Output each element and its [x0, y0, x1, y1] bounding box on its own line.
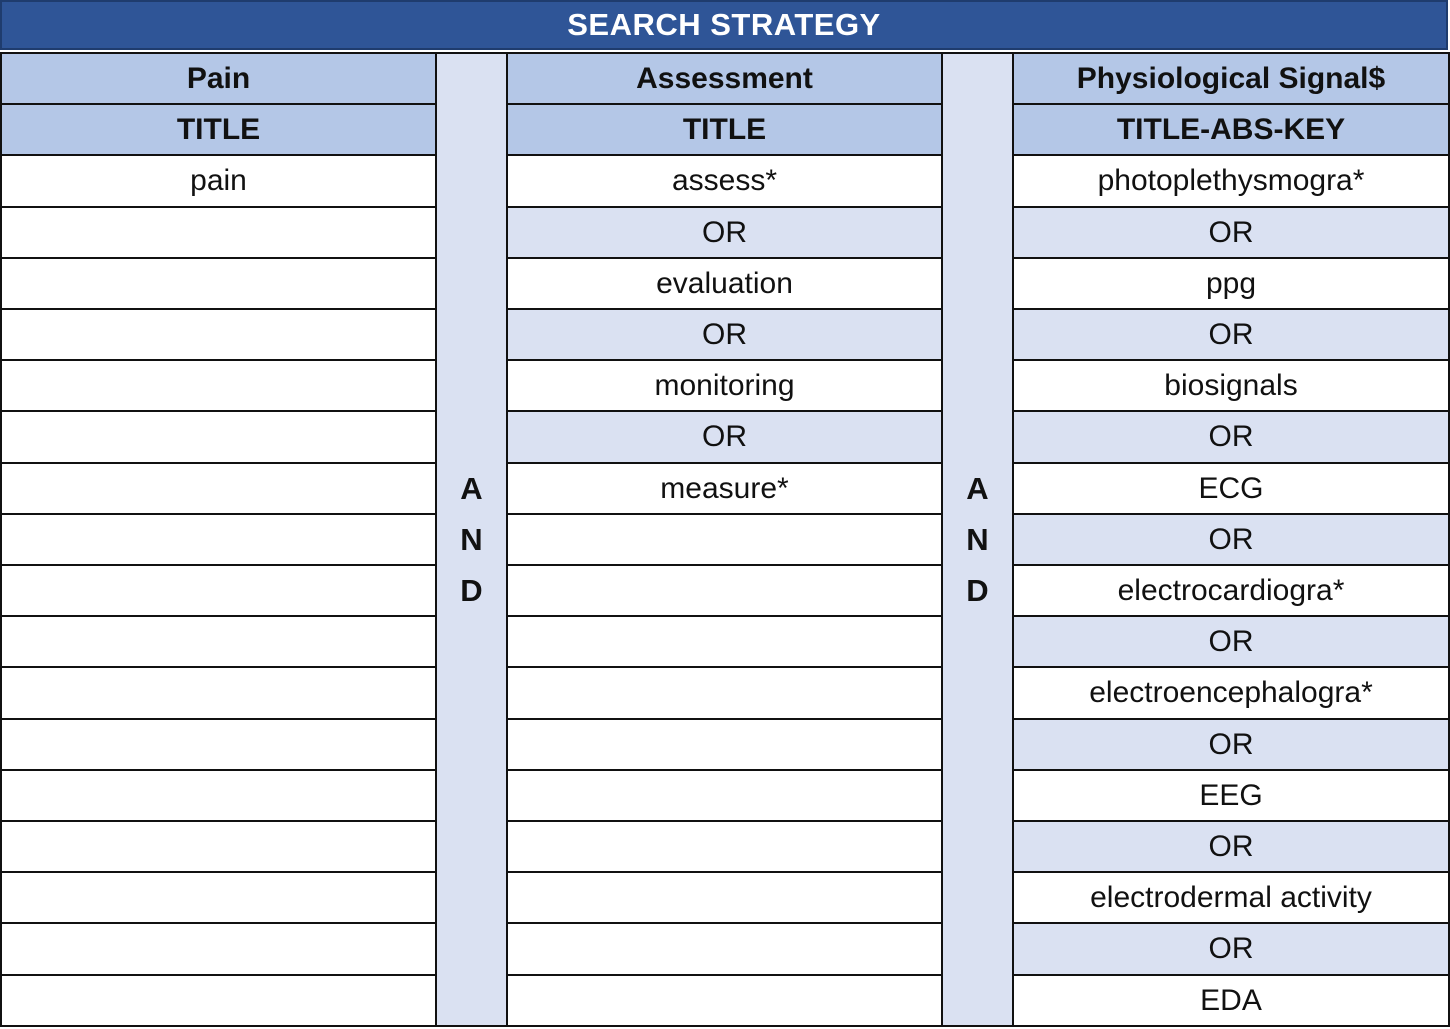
or-operator: OR	[1012, 615, 1450, 668]
table-title: SEARCH STRATEGY	[0, 0, 1448, 50]
empty-cell	[0, 257, 437, 310]
empty-cell	[506, 769, 943, 822]
empty-cell	[506, 922, 943, 976]
empty-cell	[0, 820, 437, 873]
empty-cell	[506, 513, 943, 566]
empty-cell	[0, 462, 437, 515]
or-operator: OR	[1012, 922, 1450, 976]
and-letter: D	[460, 573, 483, 608]
empty-cell	[0, 666, 437, 720]
search-term: electrocardiogra*	[1012, 564, 1450, 617]
search-term: EDA	[1012, 974, 1450, 1027]
empty-cell	[0, 974, 437, 1027]
search-term: measure*	[506, 462, 943, 515]
empty-cell	[0, 410, 437, 464]
search-term: assess*	[506, 154, 943, 208]
search-term: EEG	[1012, 769, 1450, 822]
search-term: ECG	[1012, 462, 1450, 515]
empty-cell	[0, 922, 437, 976]
and-connector-1	[435, 52, 508, 1027]
or-operator: OR	[1012, 513, 1450, 566]
search-term: evaluation	[506, 257, 943, 310]
empty-cell	[0, 615, 437, 668]
and-letter: N	[460, 522, 483, 557]
concept-header: Pain	[0, 52, 437, 105]
search-term: ppg	[1012, 257, 1450, 310]
empty-cell	[506, 871, 943, 924]
search-term: monitoring	[506, 359, 943, 412]
field-header: TITLE-ABS-KEY	[1012, 103, 1450, 156]
empty-cell	[0, 206, 437, 259]
empty-cell	[506, 974, 943, 1027]
empty-cell	[0, 769, 437, 822]
empty-cell	[0, 564, 437, 617]
empty-cell	[506, 615, 943, 668]
empty-cell	[0, 718, 437, 771]
or-operator: OR	[1012, 308, 1450, 361]
concept-header: Assessment	[506, 52, 943, 105]
empty-cell	[506, 666, 943, 720]
empty-cell	[506, 820, 943, 873]
and-letter: A	[966, 471, 989, 506]
and-letter: A	[460, 471, 483, 506]
search-term: biosignals	[1012, 359, 1450, 412]
empty-cell	[0, 513, 437, 566]
field-header: TITLE	[506, 103, 943, 156]
empty-cell	[0, 359, 437, 412]
or-operator: OR	[506, 206, 943, 259]
or-operator: OR	[1012, 206, 1450, 259]
or-operator: OR	[506, 308, 943, 361]
and-letter: D	[966, 573, 989, 608]
empty-cell	[0, 308, 437, 361]
empty-cell	[506, 718, 943, 771]
and-letter: N	[966, 522, 989, 557]
or-operator: OR	[1012, 820, 1450, 873]
field-header: TITLE	[0, 103, 437, 156]
concept-header: Physiological Signal$	[1012, 52, 1450, 105]
or-operator: OR	[506, 410, 943, 464]
or-operator: OR	[1012, 410, 1450, 464]
empty-cell	[506, 564, 943, 617]
search-term: pain	[0, 154, 437, 208]
search-term: electrodermal activity	[1012, 871, 1450, 924]
search-term: electroencephalogra*	[1012, 666, 1450, 720]
search-term: photoplethysmogra*	[1012, 154, 1450, 208]
or-operator: OR	[1012, 718, 1450, 771]
empty-cell	[0, 871, 437, 924]
and-connector-2	[941, 52, 1014, 1027]
